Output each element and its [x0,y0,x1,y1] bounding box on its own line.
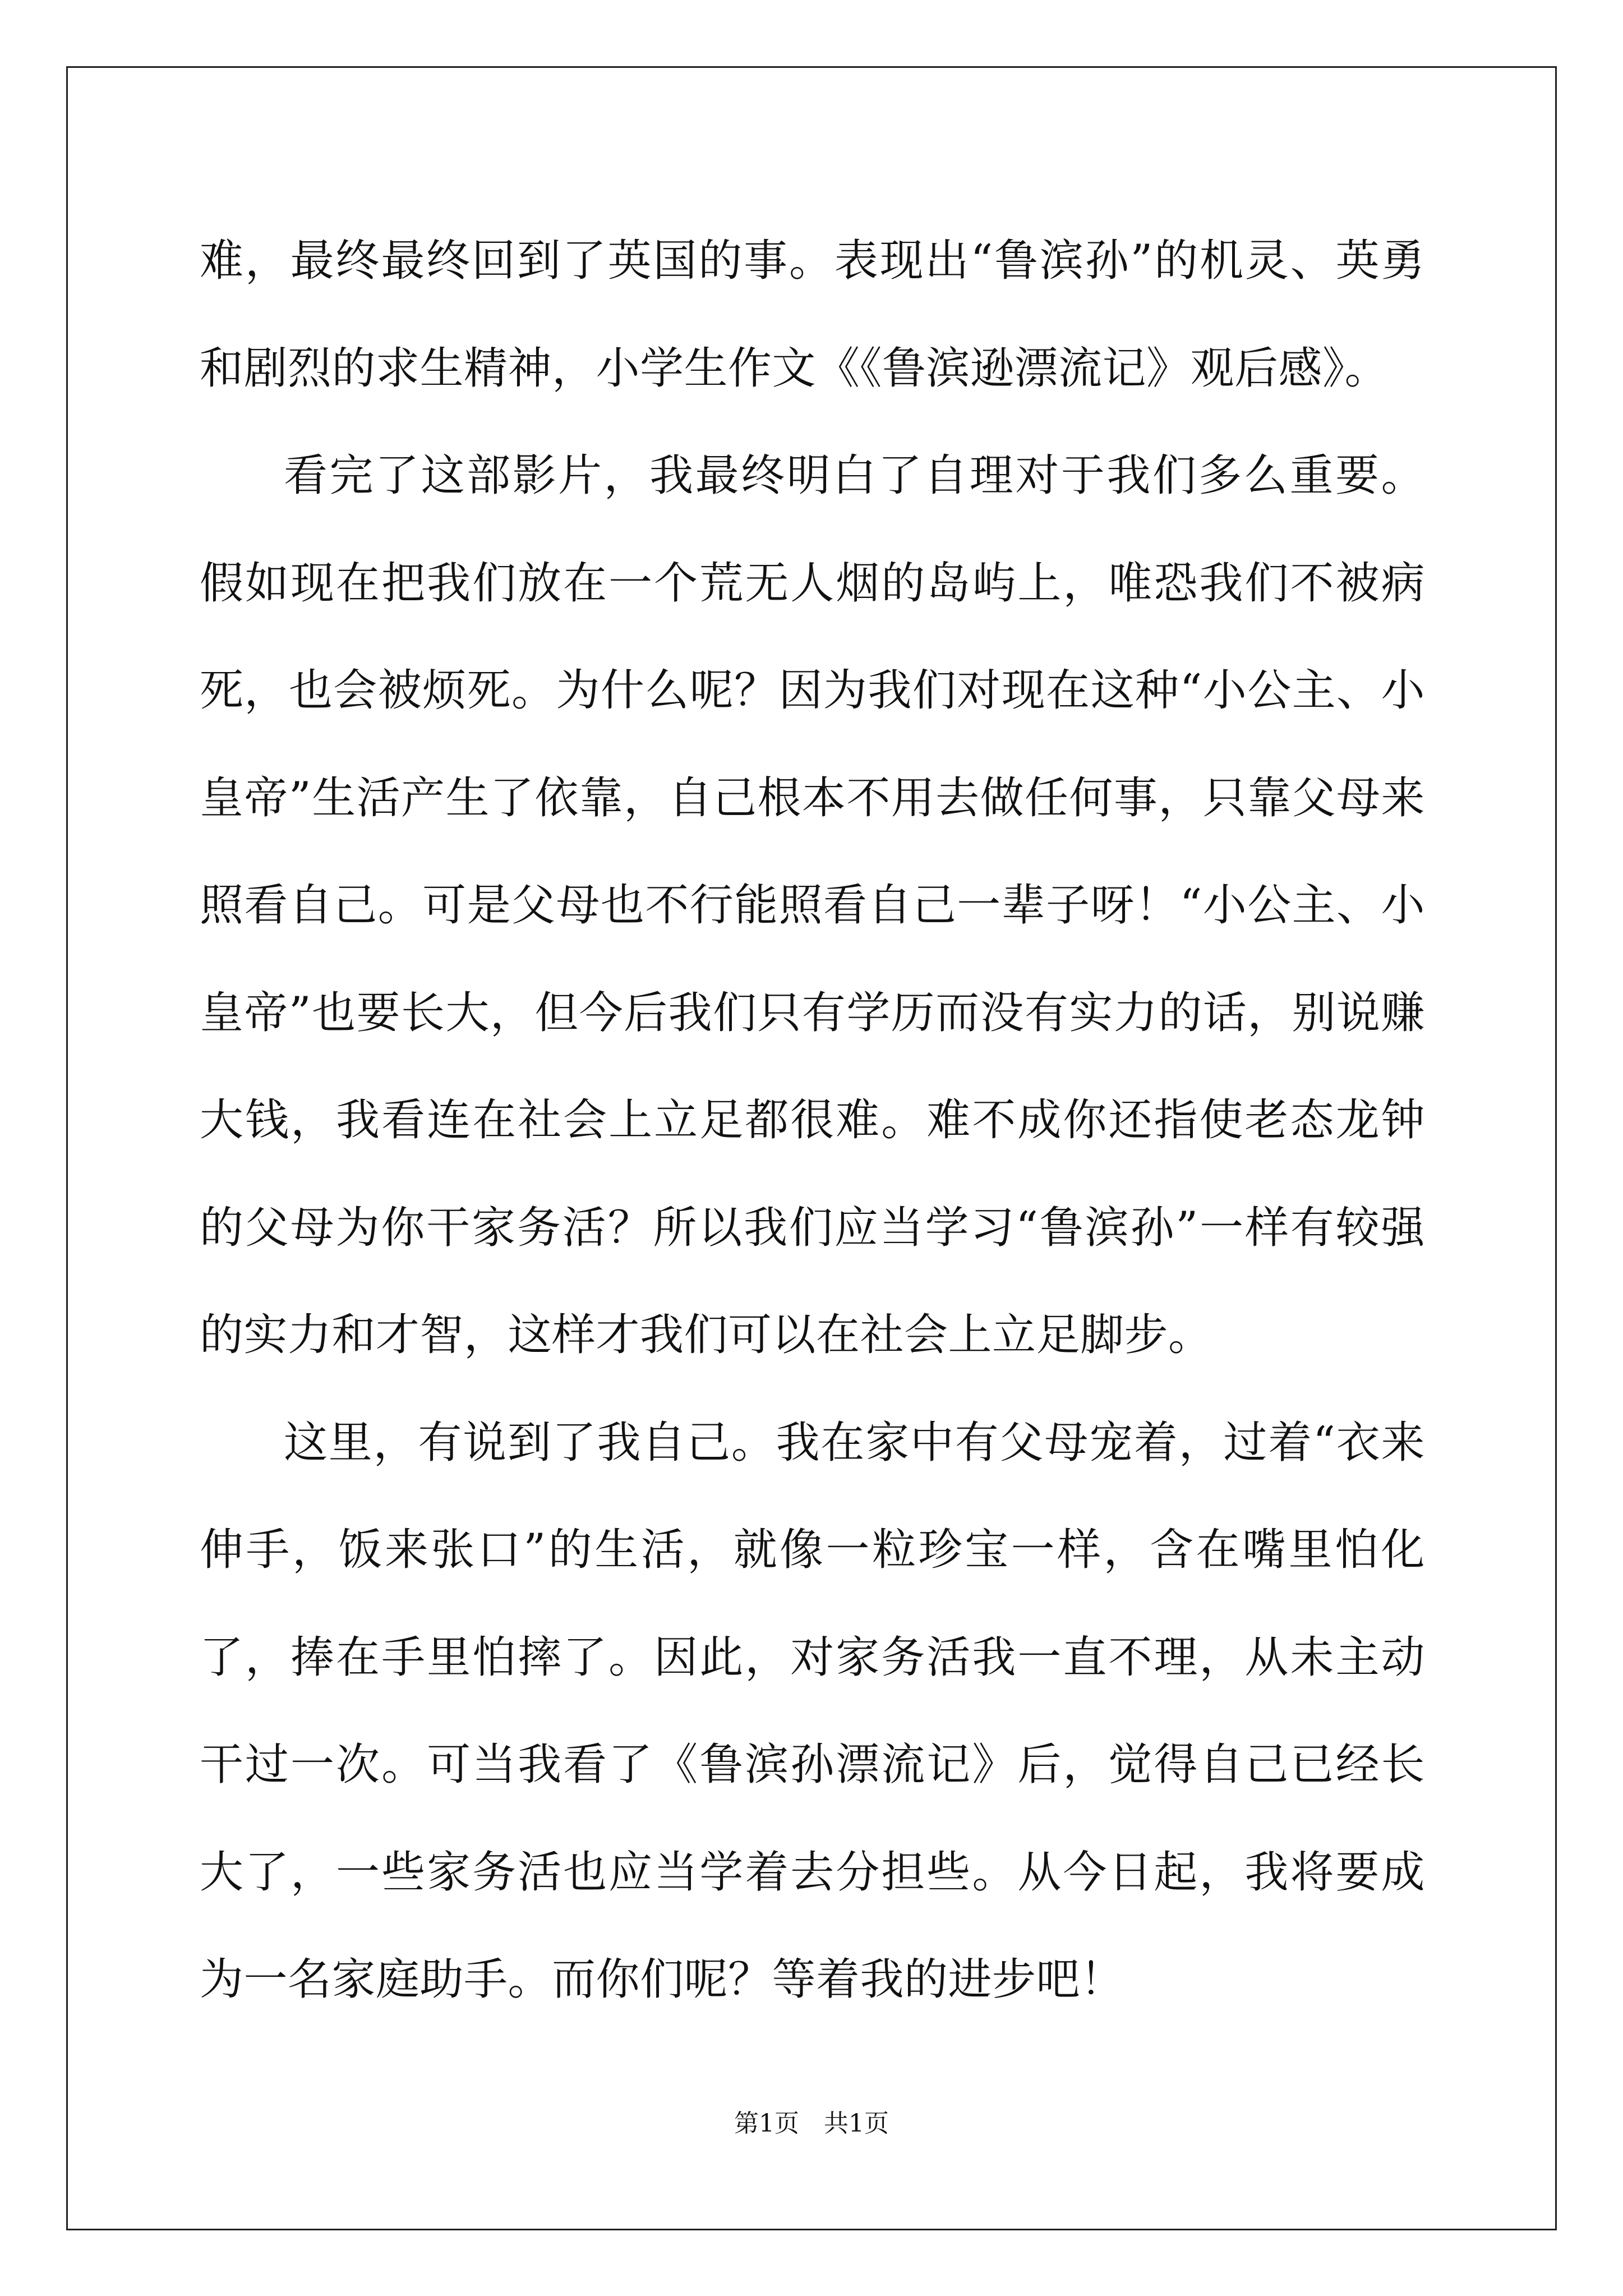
paragraph-3: 这里，有说到了我自己。我在家中有父母宠着，过着“衣来伸手，饭来张口”的生活，就像一粒珍宝一样，含在嘴里怕化了，捧在手里怕摔了。因此，对家务活我一直不理，从未主动干过一次。可当我看了《鲁滨孙漂流记》后，觉得自己已经长大了，一些家务活也应当学着去分担些。从今日起，我将要成为一名家庭助手。而你们呢？等着我的进步吧！ [200,1417,1425,2005]
paragraph-1: 难，最终最终回到了英国的事。表现出“鲁滨孙”的机灵、英勇和剧烈的求生精神，小学生作文《《鲁滨逊漂流记》观后感》。 [200,236,1425,394]
page-number: 第1页 共1页 [734,2109,889,2138]
paragraph-2: 看完了这部影片，我最终明白了自理对于我们多么重要。假如现在把我们放在一个荒无人烟的岛屿上，唯恐我们不被病死，也会被烦死。为什么呢？因为我们对现在这种“小公主、小皇帝”生活产生了依靠，自己根本不用去做任何事，只靠父母来照看自己。可是父母也不行能照看自己一辈子呀！“小公主、小皇帝”也要长大，但今后我们只有学历而没有实力的话，别说赚大钱，我看连在社会上立足都很难。难不成你还指使老态龙钟的父母为你干家务活？所以我们应当学习“鲁滨孙”一样有较强的实力和才智，这样才我们可以在社会上立足脚步。 [200,450,1425,1360]
document-body [200,208,1425,2034]
